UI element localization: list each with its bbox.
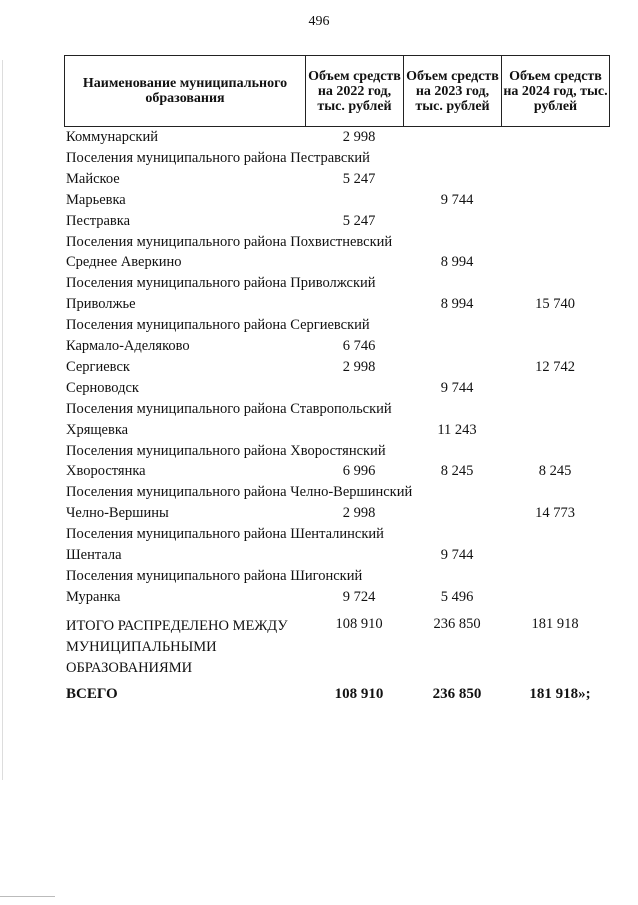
row-name: Серноводск	[66, 379, 139, 396]
total-distributed-label: ИТОГО РАСПРЕДЕЛЕНО МЕЖДУ МУНИЦИПАЛЬНЫМИ ОБРАЗОВАНИЯМИ	[66, 618, 288, 676]
row-value-2023: 9 744	[440, 547, 474, 563]
grand-total-label: ВСЕГО	[66, 686, 118, 702]
row-value-2022: 2 998	[342, 129, 376, 145]
row-value-2023: 8 994	[440, 296, 474, 313]
table-row	[0, 317, 638, 337]
table-row	[0, 463, 638, 483]
row-name: Поселения муниципального района Шигонский	[66, 567, 363, 584]
table-row	[0, 526, 638, 546]
row-value-2024: 15 740	[535, 296, 575, 313]
row-value-2023: 8 994	[440, 254, 474, 271]
header-name: Наименование муниципального образования	[82, 76, 288, 106]
table-row	[0, 296, 638, 316]
grand-total-2022: 108 910	[334, 686, 384, 702]
row-name: Поселения муниципального района Приволжский	[66, 275, 376, 292]
header-2022: Объем средств на 2022 год, тыс. рублей	[305, 56, 403, 126]
row-name: Поселения муниципального района Хворостянский	[66, 442, 386, 459]
total-distributed-2023: 236 850	[433, 616, 481, 632]
scan-bottom-mark	[0, 896, 55, 897]
row-name: Поселения муниципального района Челно-Вершинский	[66, 484, 413, 501]
row-value-2024: 8 245	[538, 463, 572, 480]
table-row	[0, 359, 638, 379]
row-value-2023: 8 245	[440, 463, 474, 480]
table-row	[0, 380, 638, 400]
table-row	[0, 254, 638, 274]
table-row	[0, 150, 638, 170]
row-name: Хворостянка	[66, 463, 146, 480]
row-name: Среднее Аверкино	[66, 254, 182, 271]
header-2023: Объем средств на 2023 год, тыс. рублей	[403, 56, 501, 126]
total-distributed-2024: 181 918	[531, 616, 579, 632]
row-value-2022: 5 247	[342, 212, 376, 229]
row-name: Челно-Вершины	[66, 505, 169, 522]
row-name: Хрящевка	[66, 421, 129, 438]
row-name: Муранка	[66, 588, 121, 605]
row-value-2022: 2 998	[342, 358, 376, 375]
scan-edge-line	[2, 60, 3, 780]
row-name: Коммунарский	[66, 129, 158, 145]
table-row	[0, 484, 638, 504]
row-name: Пестравка	[66, 212, 131, 229]
row-value-2022: 2 998	[342, 505, 376, 522]
header-2024: Объем средств на 2024 год, тыс. рублей	[501, 56, 609, 126]
table-row	[0, 338, 638, 358]
table-row	[0, 422, 638, 442]
row-value-2023: 9 744	[440, 379, 474, 396]
table-row	[0, 505, 638, 525]
row-name: Майское	[66, 170, 120, 187]
table-row	[0, 568, 638, 588]
row-value-2024: 12 742	[535, 358, 575, 375]
row-value-2022: 5 247	[342, 170, 376, 187]
row-value-2024: 14 773	[535, 505, 575, 522]
row-name: Приволжье	[66, 296, 136, 313]
total-distributed-2022: 108 910	[335, 616, 383, 632]
row-name: Кармало-Аделяково	[66, 338, 190, 354]
grand-total-2024: 181 918»;	[529, 686, 591, 702]
table-row	[0, 547, 638, 567]
row-value-2022: 9 724	[342, 588, 376, 605]
table-row	[0, 401, 638, 421]
table-row	[0, 129, 638, 149]
table-row	[0, 234, 638, 254]
row-name: Шентала	[66, 547, 122, 563]
table-row	[0, 589, 638, 609]
page-number: 496	[308, 14, 330, 29]
row-value-2023: 5 496	[440, 588, 474, 605]
row-value-2022: 6 996	[342, 463, 376, 480]
row-name: Сергиевск	[66, 358, 130, 375]
table-row	[0, 275, 638, 295]
table-row	[0, 192, 638, 212]
grand-total-2023: 236 850	[432, 686, 482, 702]
table-row	[0, 213, 638, 233]
row-value-2023: 11 243	[437, 421, 477, 438]
row-value-2023: 9 744	[440, 191, 474, 208]
row-name: Поселения муниципального района Похвистневский	[66, 233, 393, 250]
table-row	[0, 171, 638, 191]
row-name: Поселения муниципального района Сергиевский	[66, 317, 370, 334]
row-name: Поселения муниципального района Шенталинский	[66, 526, 384, 543]
table-row	[0, 443, 638, 463]
row-name: Поселения муниципального района Ставропольский	[66, 400, 392, 417]
table-header	[64, 55, 610, 127]
row-name: Марьевка	[66, 191, 126, 208]
row-value-2022: 6 746	[342, 338, 376, 354]
row-name: Поселения муниципального района Пестравский	[66, 149, 370, 166]
